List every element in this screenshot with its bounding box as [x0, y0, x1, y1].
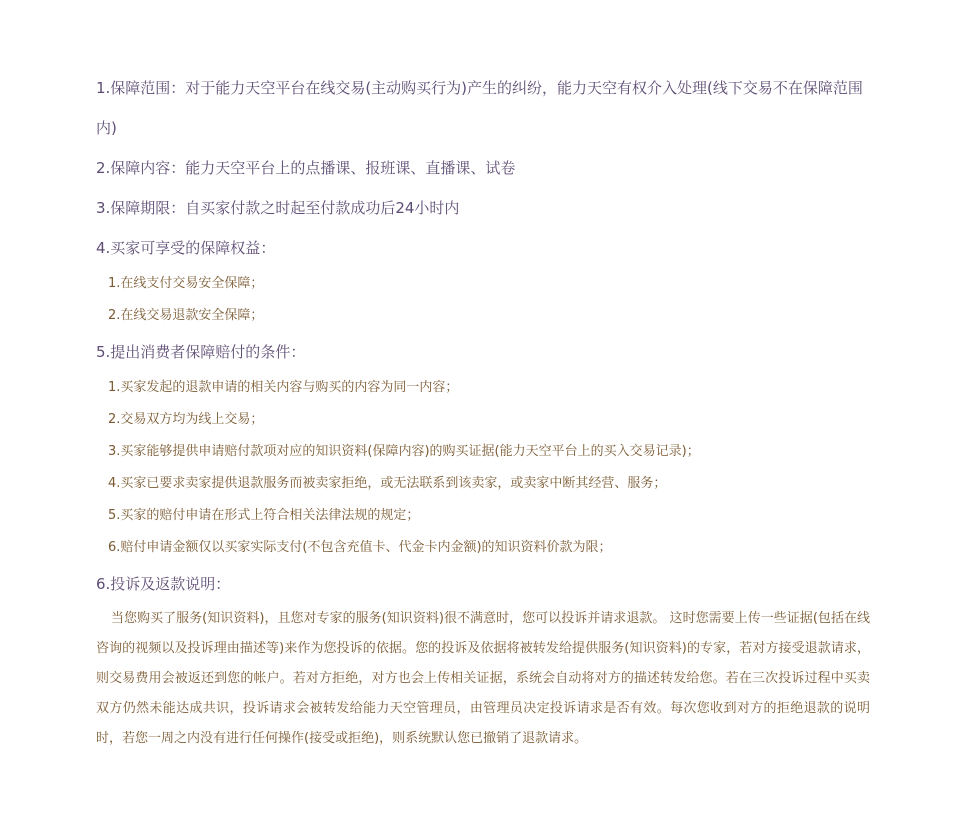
section-6 [96, 564, 870, 754]
section-2-title: 2.保障内容：能力天空平台上的点播课、报班课、直播课、试卷 [96, 159, 516, 177]
section-4-title: 4.买家可享受的保障权益： [96, 239, 276, 257]
section-5-title: 5.提出消费者保障赔付的条件： [96, 343, 306, 361]
list-item: 4.买家已要求卖家提供退款服务而被卖家拒绝，或无法联系到该卖家，或卖家中断其经营、服务； [108, 476, 667, 491]
policy-content [96, 68, 870, 754]
section-3-title: 3.保障期限：自买家付款之时起至付款成功后24小时内 [96, 199, 460, 217]
list-item: 3.买家能够提供申请赔付款项对应的知识资料(保障内容)的购买证据(能力天空平台上的买入交易记录)； [108, 444, 700, 459]
list-item: 2.交易双方均为线上交易； [108, 412, 264, 427]
section-6-paragraph: 当您购买了服务(知识资料)，且您对专家的服务(知识资料)很不满意时，您可以投诉并请求退款。 这时您需要上传一些证据(包括在线咨询的视频以及投诉理由描述等)来作为您投诉的依据。您的投诉及依据将被转发给提供服务(知识资料)的专家，若对方接受退款请求，则交易费用会被返还到您的帐户。若对方拒绝，对方也会上传相关证据，系统会自动将对方的描述转发给您。若在三次投诉过程中买卖双方仍然未能达成共识，投诉请求会被转发给能力天空管理员，由管理员决定投诉请求是否有效。每次您收到对方的拒绝退款的说明时，若您一周之内没有进行任何操作(接受或拒绝)，则系统默认您已撤销了退款请求。 [96, 611, 870, 746]
section-6-title: 6.投诉及返款说明： [96, 575, 231, 593]
section-1-title: 1.保障范围：对于能力天空平台在线交易(主动购买行为)产生的纠纷，能力天空有权介入处理(线下交易不在保障范围内) [96, 79, 863, 137]
list-item: 5.买家的赔付申请在形式上符合相关法律法规的规定； [108, 508, 420, 523]
section-4-list [96, 268, 870, 332]
list-item: 6.赔付申请金额仅以买家实际支付(不包含充值卡、代金卡内金额)的知识资料价款为限； [108, 540, 612, 555]
list-item: 1.买家发起的退款申请的相关内容与购买的内容为同一内容； [108, 380, 459, 395]
section-5 [96, 332, 870, 564]
section-5-list [96, 372, 870, 564]
section-4 [96, 228, 870, 332]
list-item: 1.在线支付交易安全保障； [108, 276, 264, 291]
list-item: 2.在线交易退款安全保障； [108, 308, 264, 323]
